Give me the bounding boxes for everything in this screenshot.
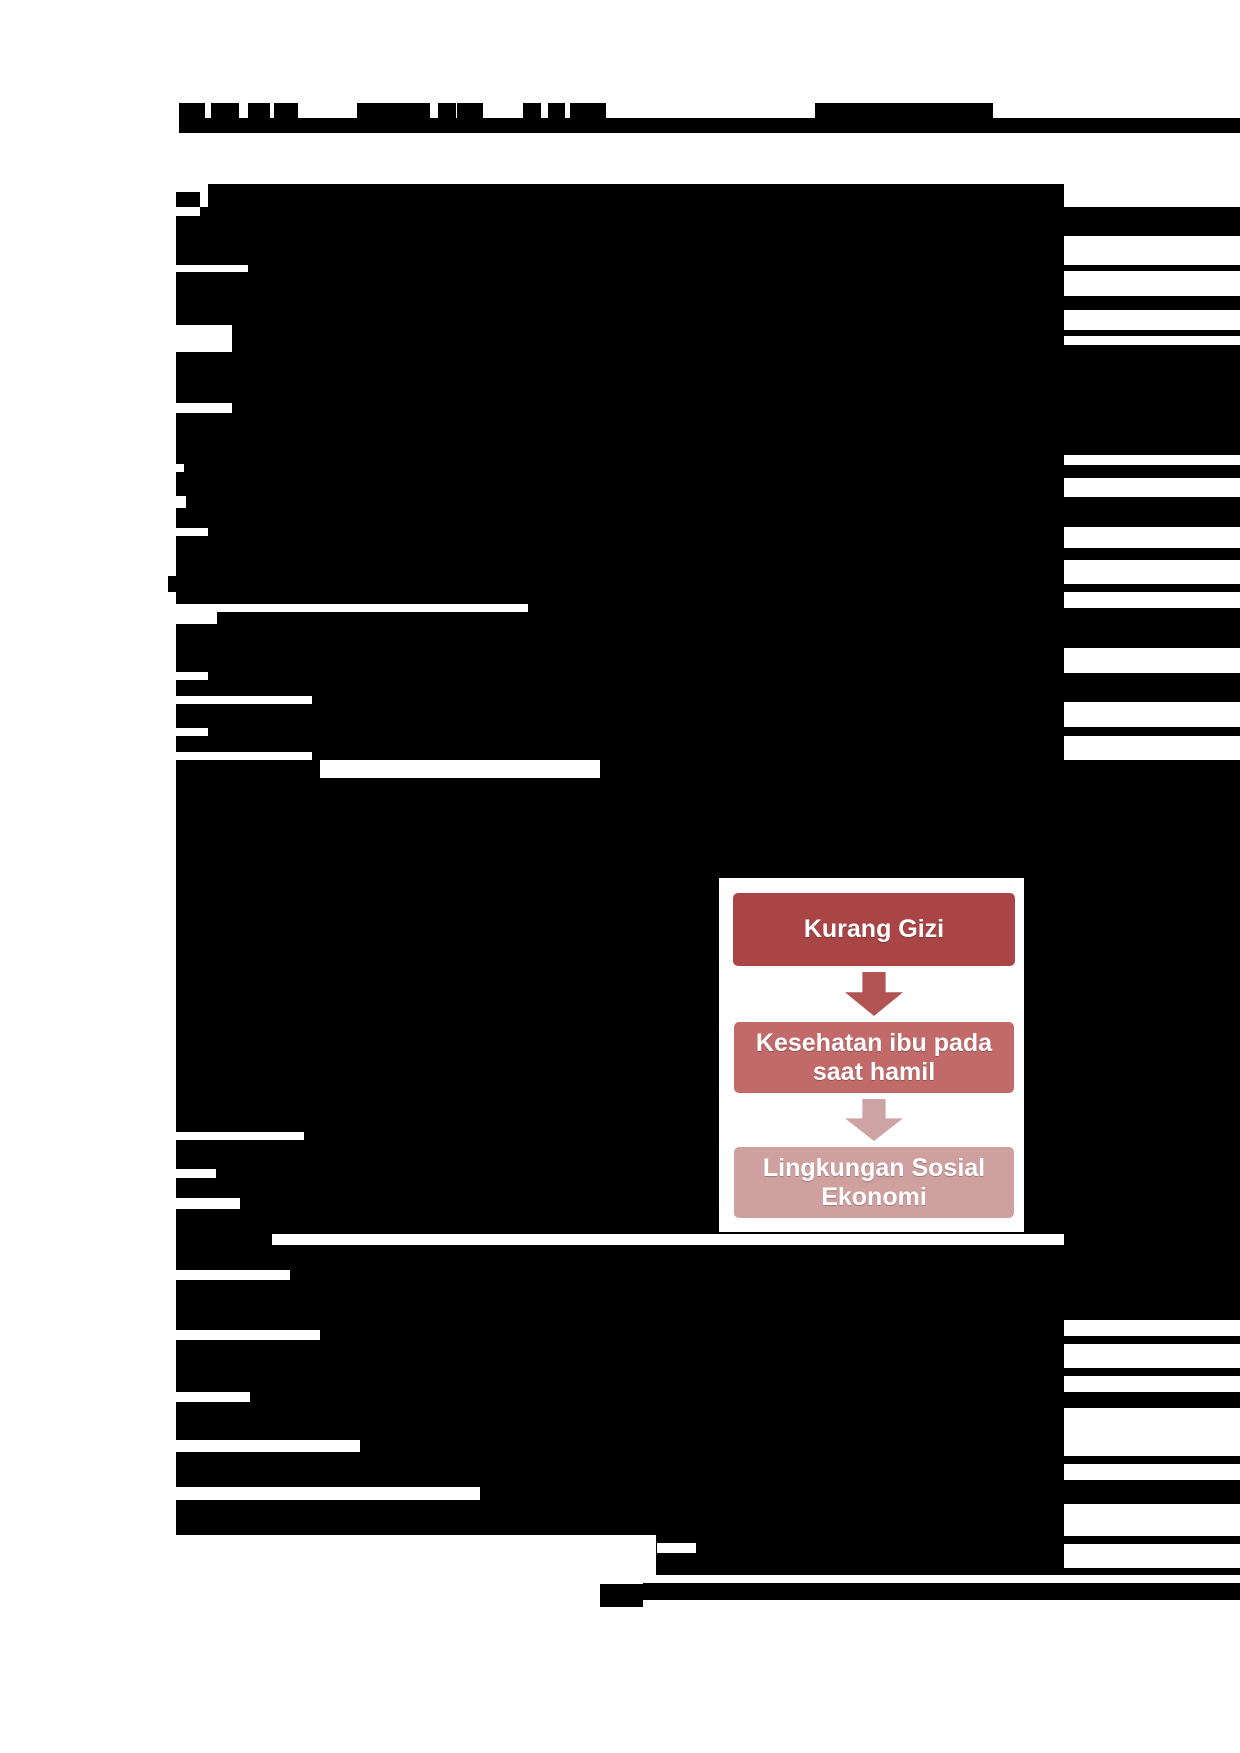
diagram-box-lingkungan-sosial xyxy=(730,1143,1018,1222)
redacted-text-stripe xyxy=(1064,330,1240,336)
redacted-text-stripe xyxy=(1064,584,1240,592)
header-redaction-mark xyxy=(570,103,606,118)
header-redaction-mark xyxy=(815,103,993,118)
text-gap xyxy=(176,1132,304,1140)
text-gap xyxy=(176,528,208,536)
text-gap xyxy=(176,1487,480,1500)
redacted-text-stripe xyxy=(1064,608,1240,648)
header-redaction-mark xyxy=(179,103,205,118)
redacted-text-stripe xyxy=(1064,548,1240,560)
header-redaction-mark xyxy=(548,103,565,118)
redacted-text-stripe xyxy=(1064,1392,1240,1408)
header-redaction-mark xyxy=(438,103,456,118)
diagram-box-label: Kesehatan ibu pada saat hamil xyxy=(755,1028,993,1086)
header-redaction-mark xyxy=(457,103,483,118)
down-arrow-icon xyxy=(845,1099,903,1141)
redacted-text-block xyxy=(176,1245,1240,1320)
header-redaction-mark xyxy=(274,103,298,118)
redacted-text-stripe xyxy=(1064,1368,1240,1376)
redacted-text-block xyxy=(176,1234,272,1245)
down-arrow-icon xyxy=(845,972,903,1016)
redacted-text-stripe xyxy=(1064,1536,1240,1544)
text-gap xyxy=(176,1330,320,1340)
diagram-box-label: Lingkungan Sosial Ekonomi xyxy=(762,1153,986,1211)
redacted-text-stripe xyxy=(1064,1456,1240,1464)
text-gap xyxy=(176,207,200,216)
redacted-text-block xyxy=(600,1584,643,1607)
text-gap xyxy=(176,604,528,612)
text-gap xyxy=(176,1440,360,1452)
diagram-box-label: Kurang Gizi xyxy=(803,915,945,943)
diagram-box-kurang-gizi xyxy=(729,889,1019,970)
text-gap xyxy=(176,325,232,352)
text-gap xyxy=(320,760,600,778)
header-redaction-bar xyxy=(179,118,1240,133)
header-redaction-mark xyxy=(248,103,270,118)
text-gap xyxy=(176,496,186,508)
header-redaction-mark xyxy=(211,103,239,118)
text-gap xyxy=(657,1543,696,1553)
redacted-text-stripe xyxy=(1064,207,1240,236)
redacted-text-block xyxy=(643,1583,1240,1600)
text-gap xyxy=(176,612,217,624)
redacted-text-stripe xyxy=(1064,673,1240,702)
text-gap xyxy=(176,403,232,413)
redacted-text-stripe xyxy=(1064,1568,1240,1575)
text-gap xyxy=(176,464,184,472)
header-redaction-mark xyxy=(523,103,541,118)
redacted-text-block xyxy=(1064,760,1240,1245)
text-gap xyxy=(176,728,208,736)
redacted-text-stripe xyxy=(1064,465,1240,478)
text-gap xyxy=(176,752,312,760)
text-gap xyxy=(176,184,208,192)
redacted-text-stripe xyxy=(1064,345,1240,455)
redacted-text-stripe xyxy=(1064,497,1240,527)
text-gap xyxy=(176,1198,240,1209)
text-gap xyxy=(176,672,208,680)
redacted-text-block xyxy=(656,1535,1064,1575)
redacted-text-block xyxy=(168,576,176,592)
redacted-text-stripe xyxy=(1064,1336,1240,1344)
redacted-text-stripe xyxy=(1064,265,1240,271)
diagram-panel xyxy=(719,878,1024,1232)
text-gap xyxy=(176,696,312,704)
header-redaction-mark xyxy=(357,103,430,118)
redacted-text-stripe xyxy=(1064,727,1240,736)
diagram-box-kesehatan-ibu xyxy=(730,1018,1018,1097)
text-gap xyxy=(176,1270,290,1280)
redacted-text-block xyxy=(176,1320,1064,1535)
redacted-text-stripe xyxy=(1064,296,1240,310)
text-gap xyxy=(176,265,248,272)
redacted-text-stripe xyxy=(1064,1480,1240,1504)
text-gap xyxy=(176,1169,216,1178)
text-gap xyxy=(200,192,208,207)
text-gap xyxy=(176,1392,250,1402)
